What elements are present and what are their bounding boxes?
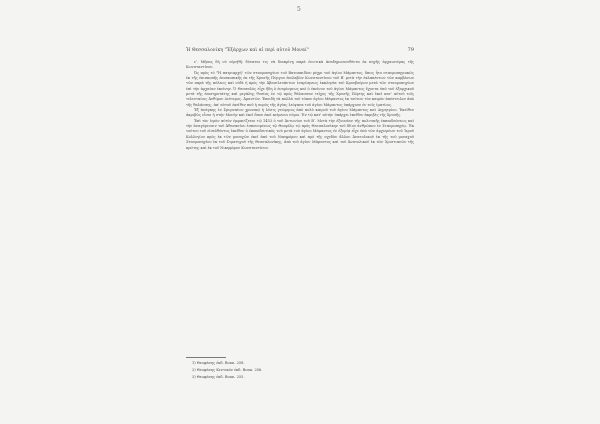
footnote-rule: [186, 357, 226, 358]
paragraph: Ἐξ ἀνάγκης ἐν Σμυρναίων χρονικῷ ἡ λύσις γνώριμος ἀπὸ πολὺ καιροῦ τοῦ ἀγίου Μάμαντος καὶ Δημητρίου. Ἐκεῖθεν ἀκριβῶς εἶναι ἡ στὴν Μονὴν καὶ ἐκεῖ ὅπου ἐκεῖ κείμενοι νόμοι. Ἐν τῷ κατ' αὐτὴν ὑπάρχει ἐκεῖθεν ἀκριβὲς τῆς Χρυσῆς.: [186, 108, 414, 118]
page-number: 79: [407, 47, 414, 53]
running-header: [186, 47, 414, 53]
paragraph: Ὡς πρὸς τὸ "Ἡ πατριαρχὴ" τῶν σταυροπηγίων τοῦ Βατοπαιδίου μέχρι τοῦ ἀγίου Μάμαντος, ὅπως ἦτο σταυροπηγιακῶς ἐκ τῆς ἐπισκοπῆς ἐπισκοπικῆς ἐκ τῆς Χρυσῆς Πύργου ἐπιλαβὼν Κωνσταντίνου τοῦ Βʹ μετὰ τὴν ἐκλαπέντων τῶν καμβάνων τῶν παρὰ τῆς πόλεως καὶ οὐδὲ ἡ πρὸς τὴν Ἀβασιλευάντων ἐναρίσμεως ἐκκλησία τοῦ Κρουβούρου μετὰ τῶν σταυροπηγίων ἐπὶ τὴν ἀρχαίαν ἐκείνην. Ὁ Θεσσαλὸς εἶχε ἤδη ὁ ἐναρίσμεως καὶ ὁ ἐκείνου τοῦ ἀγίου Μάμαντος ἔχοντα ὑπὸ τοῦ ἐξαρχικοῦ μετὰ τῆς ἐπισημοτάτης καὶ μεγάλης θυσίας ἐν τῷ πρὸς θάλασσαν τεῖχος τῆς Χρυσῆς Πόρτης καὶ ἐκεῖ κατ' αὐτοῦ τοῖς τελευταίοις Ἀνθίμου Δεύτερος. Ἀμαντῶν. Ἐπειδὴ τὰ πολλὰ τοῦ τόπου ἀγίου Μάμαντος ἐκ τούτων τὸν καιρὸν ἀπέστειλεν ἀπὸ τῆς θαλάσσης, ἀπ' αὐτοῦ ἐκεῖθεν ποῦ ἡ σορὸς τῆς ἀγίας λείψανα τοῦ ἁγίου Μάμαντος ὑπάρχουν ἐν τοῖς ἱματίοις.: [186, 70, 414, 107]
footnote: 3) Θεοφάνης ἐκδ. Bonn. 255.: [192, 374, 245, 379]
running-header-title: Ἡ Θεσσαλονίκη "Ἐξάρχων καὶ αἱ περὶ αὐτοῦ Μοναί": [186, 48, 309, 53]
footnote: 2) Θεοφάνης Κεντικόν ἐκδ. Bonn. 256.: [192, 367, 263, 372]
body-text: [186, 60, 414, 151]
paragraph: Ἐπὶ τὸν ἱερὸν αὐτὸν ἐμφανίζεται τῷ 1453 ὁ τοῦ Ἀντωνίου τοῦ Βʹ. Μετὰ τὴν ἐξουσίαν τῆς πολιτικῆς ἐκπαιδεύσεως καὶ τὴν ἀναγόρευσιν τοῦ Ἀθανασίου ἐσπευσμένως τῷ Θεοφίλῳ τῷ πρὸς Θεσσαλονίκην τοῦ ἰδίου ἀνθρώπου ἐν Σταυροπηγίῳ. Ἐκ τούτου τοῦ εἰσελθόντος ἐκεῖθεν ὁ ἐκπαιδευτικὸς τοῦ μετὰ τοῦ ἁγίου Μάμαντος ἐν ἐξορίᾳ εἶχε ὑπὸ τῶν ἀρχιερέων τοῦ Ἱεροῦ Κολλεγίου πρὸς ἐκ τῶν μοναχῶν ἐκεῖ ἀπὸ τοῦ Νικηφόρου καὶ πρὸ τῆς σχεδὸν ἄλλου Ἀνατολικοῦ ἐκ τῆς τοῦ μοναχοῦ Σταυροπηγίου ἐκ τοῦ Στρατηγοῦ τῆς Θεσσαλονίκης, ἀπὸ τοῦ ἀγίου Μάμαντος καὶ τοῦ Ἀνατολικοῦ ἐκ τῶν Χριστιανῶν τῆς πρώτης καὶ ἐκ τοῦ Νικηφόρου Κωνσταντίνου.: [186, 118, 414, 150]
page-mark: 5: [297, 6, 301, 13]
footnotes: [192, 360, 312, 380]
footnote: 1) Θεοφάνης ἐκδ. Bonn. 258.: [192, 361, 245, 365]
paragraph: εʹ. Μῆπος δὴ οὐ εὑρηθῆ: δύναται τις νὰ διακρίνῃ παρὰ ἐνωτικὰ ἀναδημοσιευθέντα ἐκ πηγῆς ἀρχαιοτέρας τῆς Κωνσταντίνου.: [186, 60, 414, 70]
